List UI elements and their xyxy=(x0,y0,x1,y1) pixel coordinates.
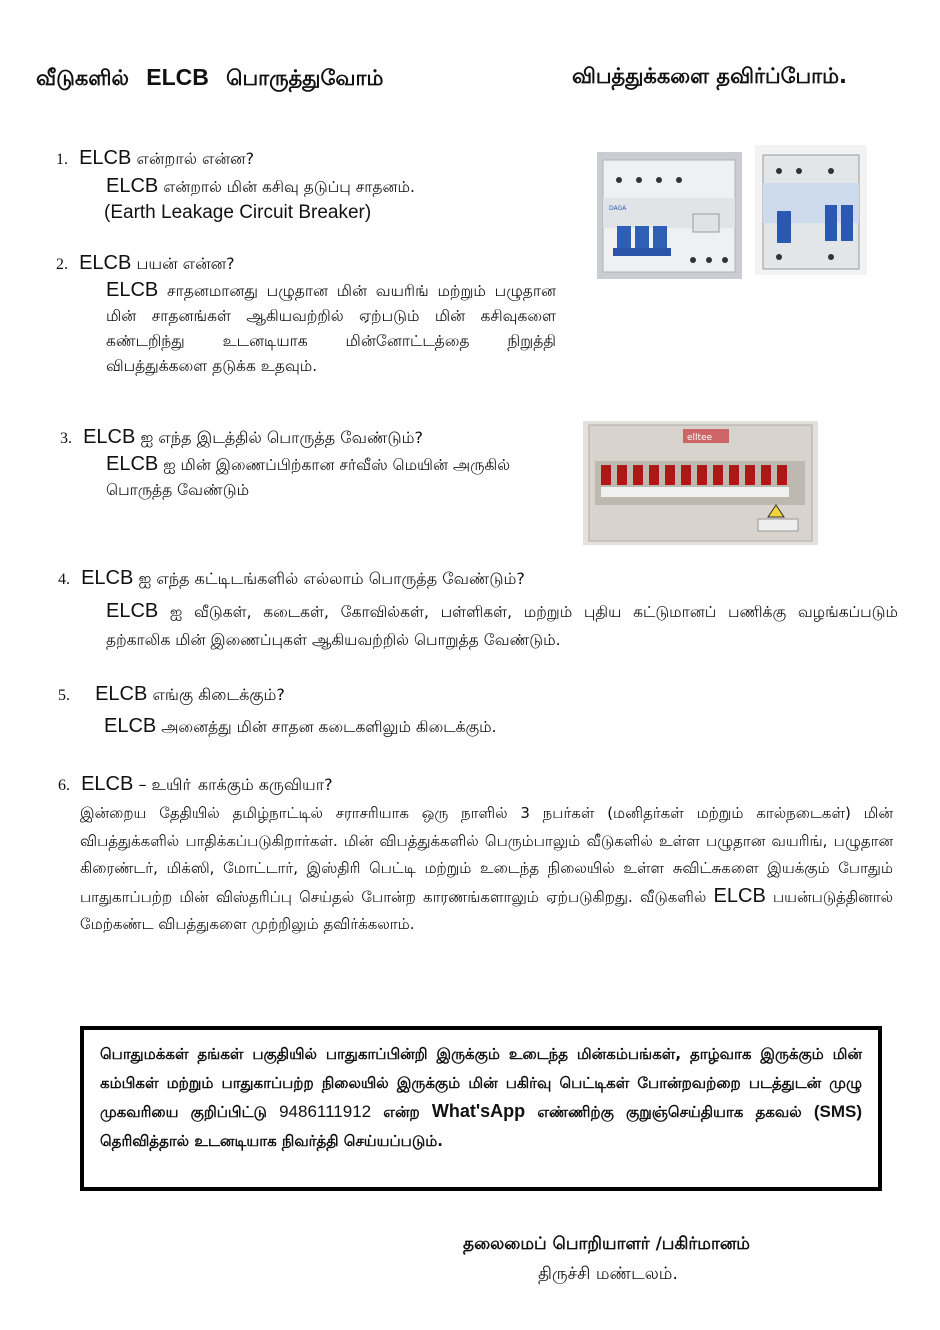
elcb-breaker-icon xyxy=(755,145,867,275)
question-number: 6. xyxy=(58,777,70,794)
question-number: 2. xyxy=(56,256,68,273)
answer-1-extra: (Earth Leakage Circuit Breaker) xyxy=(104,202,372,223)
title-left-post: பொருத்துவோம் xyxy=(226,66,384,90)
distribution-panel-photo xyxy=(583,421,818,545)
answer-text-end: பயன்படுத்தினால் மேற்கண்ட விபத்துகளை முற்றிலும் தவிர்க்கலாம். xyxy=(80,887,894,933)
answer-code: ELCB xyxy=(106,453,159,475)
notice-sms: (SMS) xyxy=(813,1102,862,1121)
question-1 xyxy=(56,147,254,170)
question-number: 5. xyxy=(58,687,70,704)
answer-text: இன்றைய தேதியில் தமிழ்நாட்டில் சராசரியாக ஒரு நாளில் 3 நபர்கள் (மனிதர்கள் மற்றும் கால்நடைகள்) மின் விபத்துக்களில் பாதிக்கப்படுகிறார்கள். மின் விபத்துக்களில் பெரும்பாலும் வீடுகளில் உள்ள பழுதான வயரிங், பழுதான கிரைண்டர், மிக்ஸி, மோட்டார், இஸ்திரி பெட்டி மற்றும் உடைந்த நிலையில் உள்ள சுவிட்சுகளை இயக்கும் போதும் பாதுகாப்பற்ற மின் விஸ்தரிப்பு செய்தல் போன்ற காரணங்களாலும் ஏற்படுகிறது. வீடுகளில் xyxy=(80,804,893,906)
question-3 xyxy=(60,426,423,449)
question-text: என்றால் என்ன? xyxy=(136,149,255,168)
notice-text: பொதுமக்கள் தங்கள் பகுதியில் பாதுகாப்பின்றி இருக்கும் உடைந்த மின்கம்பங்கள், தாழ்வாக இருக்கும் மின் கம்பிகள் மற்றும் பாதுகாப்பற்ற நிலையில் இருக்கும் மின் பகிர்வு பெட்டிகள் போன்றவற்றை படத்துடன் முழு முகவரியை குறிப்பிட்டு xyxy=(100,1045,862,1121)
answer-4 xyxy=(106,597,898,654)
question-number: 3. xyxy=(60,430,72,447)
distribution-board-icon xyxy=(583,421,818,545)
question-code: ELCB xyxy=(95,683,148,705)
panel-brand-label: elltee xyxy=(687,433,713,443)
question-2 xyxy=(56,252,235,275)
answer-1 xyxy=(106,174,415,200)
answer-text: அனைத்து மின் சாதன கடைகளிலும் கிடைக்கும். xyxy=(161,718,497,736)
question-code: ELCB xyxy=(81,567,134,589)
question-code: ELCB xyxy=(81,773,134,795)
brand-label: DAGA xyxy=(609,205,627,212)
answer-text: ஐ மின் இணைப்பிற்கான சர்வீஸ் மெயின் அருகில் பொருத்த வேண்டும் xyxy=(106,456,511,499)
notice-text: என்ற xyxy=(383,1103,420,1121)
answer-text: ஐ வீடுகள், கடைகள், கோவில்கள், பள்ளிகள், மற்றும் புதிய கட்டுமானப் பணிக்கு வழங்கப்படும் தற்காலிக மின் இணைப்புகள் ஆகியவற்றில் பொறுத்த வேண்டும். xyxy=(106,603,898,649)
answer-code: ELCB xyxy=(106,175,159,197)
question-4 xyxy=(58,567,525,590)
question-code: ELCB xyxy=(79,147,132,169)
signature-office: திருச்சி மண்டலம். xyxy=(538,1264,678,1284)
notice-text: தெரிவித்தால் உடனடியாக நிவர்த்தி செய்யப்படும். xyxy=(100,1131,443,1150)
question-text: எங்கு கிடைக்கும்? xyxy=(152,685,285,704)
title-left-pre: வீடுகளில் xyxy=(36,66,129,90)
question-number: 1. xyxy=(56,151,68,168)
notice-box xyxy=(80,1026,882,1191)
question-6 xyxy=(58,773,333,796)
answer-text: சாதனமானது பழுதான மின் வயரிங் மற்றும் பழுதான மின் சாதனங்கள் ஆகியவற்றில் ஏற்படும் மின் கசிவுகளை கண்டறிந்து உடனடியாக மின்னோட்டத்தை நிறுத்தி விபத்துக்களை தடுக்க உதவும். xyxy=(106,282,556,375)
title-right: விபத்துக்களை தவிர்ப்போம். xyxy=(572,64,847,88)
answer-code: ELCB xyxy=(104,715,157,737)
question-code: ELCB xyxy=(79,252,132,274)
signature-title: தலைமைப் பொறியாளர் /பகிர்மானம் xyxy=(463,1234,750,1254)
title-left xyxy=(36,64,383,93)
notice-text: எண்ணிற்கு குறுஞ்செய்தியாக தகவல் xyxy=(537,1103,802,1121)
elcb-photo-1 xyxy=(597,152,742,279)
notice-phone: 9486111912 xyxy=(279,1102,372,1121)
question-5 xyxy=(58,683,285,706)
question-code: ELCB xyxy=(83,426,136,448)
question-text: பயன் என்ன? xyxy=(136,254,235,273)
title-left-code: ELCB xyxy=(146,64,209,90)
answer-code: ELCB xyxy=(106,279,159,301)
answer-text: என்றால் மின் கசிவு தடுப்பு சாதனம். xyxy=(163,178,415,196)
answer-5 xyxy=(104,714,497,740)
question-number: 4. xyxy=(58,571,70,588)
answer-6 xyxy=(80,800,893,939)
notice-app: What'sApp xyxy=(431,1101,526,1121)
question-text: ஐ எந்த இடத்தில் பொருத்த வேண்டும்? xyxy=(140,428,423,447)
answer-3 xyxy=(106,452,546,503)
elcb-photo-2 xyxy=(755,145,867,275)
question-text: ஐ எந்த கட்டிடங்களில் எல்லாம் பொருத்த வேண்டும்? xyxy=(138,569,525,588)
question-text: – உயிா் காக்கும் கருவியா? xyxy=(138,775,333,794)
answer-code: ELCB xyxy=(713,884,766,907)
elcb-device-icon xyxy=(597,152,742,279)
answer-code: ELCB xyxy=(106,600,159,622)
answer-2 xyxy=(106,278,556,379)
